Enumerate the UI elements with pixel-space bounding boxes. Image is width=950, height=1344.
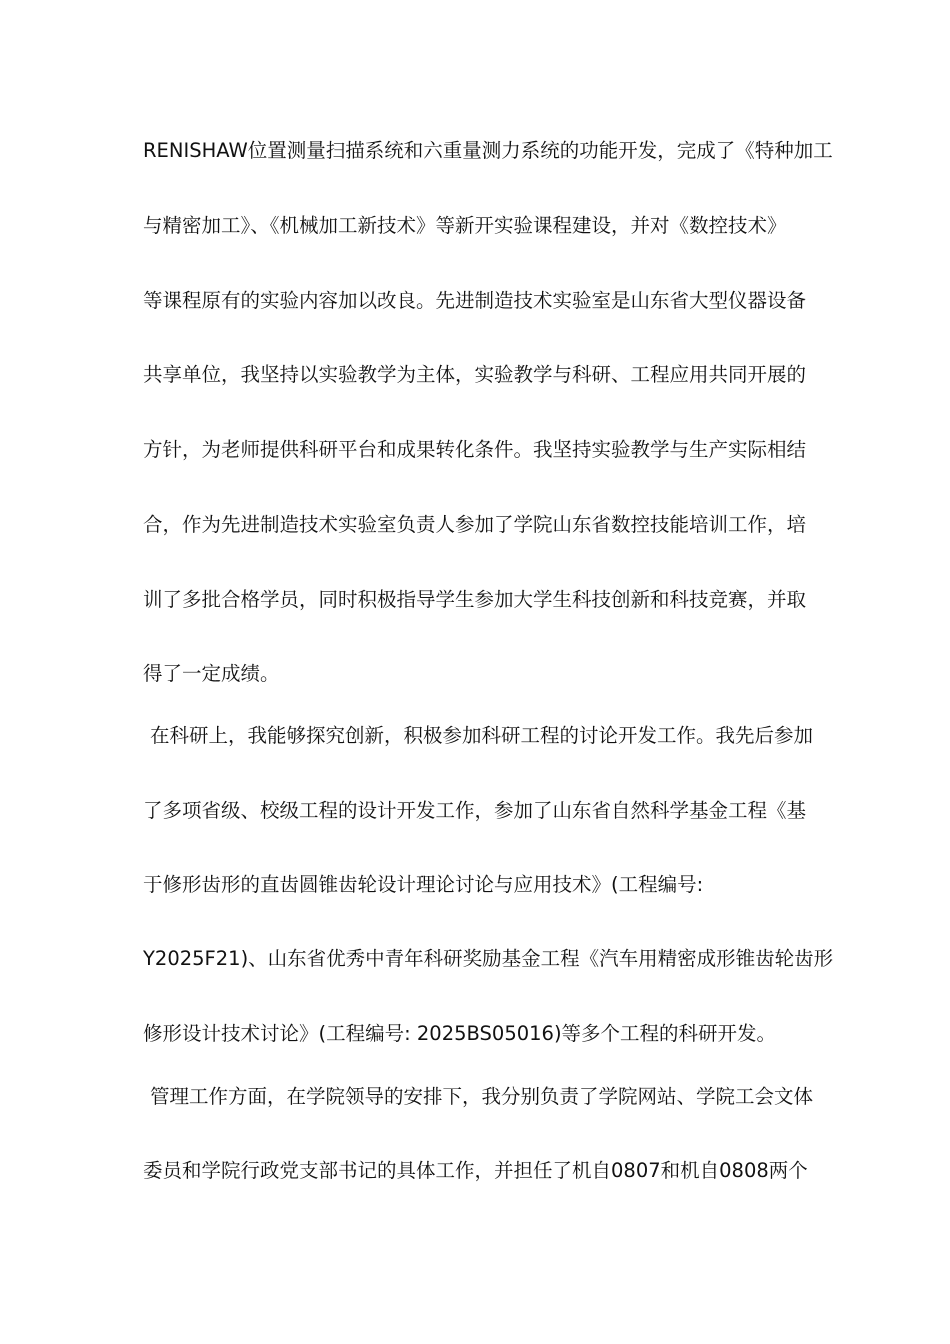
text-line-6: 合，作为先进制造技术实验室负责人参加了学院山东省数控技能培训工作，培: [143, 513, 807, 536]
text-line-1: RENISHAW位置测量扫描系统和六重量测力系统的功能开发，完成了《特种加工: [143, 139, 833, 162]
text-line-14: 管理工作方面，在学院领导的安排下，我分别负责了学院网站、学院工会文体: [150, 1085, 814, 1108]
text-line-2: 与精密加工》、《机械加工新技术》等新开实验课程建设，并对《数控技术》: [143, 214, 787, 237]
text-line-12: Y2025F21)、山东省优秀中青年科研奖励基金工程《汽车用精密成形锥齿轮齿形: [143, 947, 834, 970]
text-line-5: 方针，为老师提供科研平台和成果转化条件。我坚持实验教学与生产实际相结: [143, 438, 807, 461]
text-line-8: 得了一定成绩。: [143, 662, 280, 685]
text-line-9: 在科研上，我能够探究创新，积极参加科研工程的讨论开发工作。我先后参加: [150, 724, 814, 747]
text-line-11: 于修形齿形的直齿圆锥齿轮设计理论讨论与应用技术》(工程编号:: [143, 873, 704, 896]
text-line-7: 训了多批合格学员，同时积极指导学生参加大学生科技创新和科技竞赛，并取: [143, 588, 807, 611]
text-line-13: 修形设计技术讨论》(工程编号: 2025BS05016)等多个工程的科研开发。: [143, 1022, 777, 1045]
text-line-15: 委员和学院行政党支部书记的具体工作，并担任了机自0807和机自0808两个: [143, 1159, 808, 1182]
text-line-10: 了多项省级、校级工程的设计开发工作，参加了山东省自然科学基金工程《基: [143, 799, 807, 822]
text-line-3: 等课程原有的实验内容加以改良。先进制造技术实验室是山东省大型仪器设备: [143, 289, 807, 312]
text-line-4: 共享单位，我坚持以实验教学为主体，实验教学与科研、工程应用共同开展的: [143, 363, 807, 386]
